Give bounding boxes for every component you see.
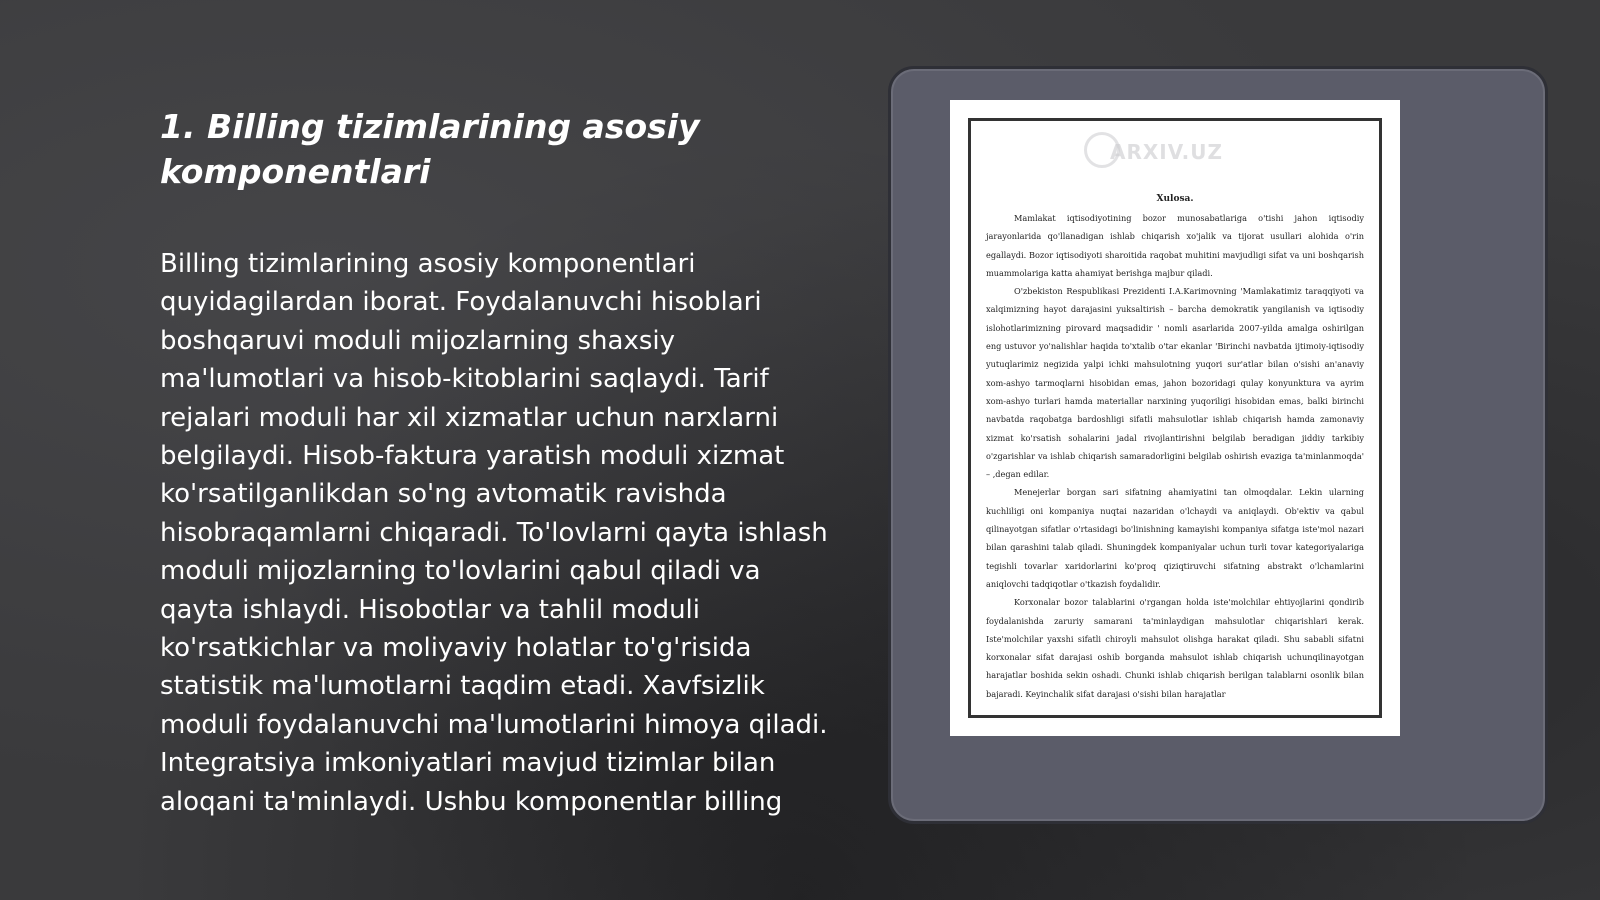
document-heading: Xulosa. — [1156, 194, 1194, 204]
document-paragraph: O'zbekiston Respublikasi Prezidenti I.A.Karimovning 'Mamlakatimiz taraqqiyoti va xalqimizning hayot darajasini yuksaltirish – barcha demokratik yangilanish va iqtisodiy islohotlarimizning pirovard maqsadidir ' nomli asarlarida 2007-yilda amalga oshirilgan eng ustuvor yo'nalishlar haqida to'xtalib o'tar ekanlar 'Birinchi navbatda ijtimoiy-iqtisodiy yutuqlarimiz negizida yalpi ichki mahsulotning yuqori sur'atlar bilan o'sishi an'anaviy xom-ashyo tarmoqlarni hisobidan emas, jahon bozoridagi qulay konyunktura va ayrim xom-ashyo turlari hamda materiallar narxining yuqoriligi hisobidan emas, balki birinchi navbatda raqobatga bardoshligi sifatli mahsulotlar ishlab chiqarish hamda zamonaviy xizmat ko'rsatish sohalarini jadal rivojlantirishni belgilab beradigan jiddiy tarkibiy o'zgarishlar va ishlab chiqarish samaradorligini belgilab oshirish evaziga ta'minlanmoqda' – ,degan edilar. — [986, 286, 1364, 480]
watermark-text: ARXIV.UZ — [1110, 140, 1223, 164]
document-paragraph: Mamlakat iqtisodiyotining bozor munosabatlariga o'tishi jahon iqtisodiy jarayonlarida qo'llanadigan ishlab chiqarish xo'jalik va tijorat usullari alohida o'rin egallaydi. Bozor iqtisodiyoti sharoitida raqobat muhitini mavjudligi sifat va uni boshqarish muammolariga katta ahamiyat berishga majbur qiladi. — [986, 213, 1364, 278]
slide-title: 1. Billing tizimlarining asosiy komponentlari — [160, 107, 700, 191]
document-page-preview[interactable] — [950, 100, 1400, 736]
slide-body-text: Billing tizimlarining asosiy komponentlari quyidagilardan iborat. Foydalanuvchi hisoblari boshqaruvi moduli mijozlarning shaxsiy ma'lumotlari va hisob-kitoblarini saqlaydi. Tarif rejalari moduli har xil xizmatlar uchun narxlarni belgilaydi. Hisob-faktura yaratish moduli xizmat ko'rsatilganlikdan so'ng avtomatik ravishda hisobraqamlarni chiqaradi. To'lovlarni qayta ishlash moduli mijozlarning to'lovlarini qabul qiladi va qayta ishlaydi. Hisobotlar va tahlil moduli ko'rsatkichlar va moliyaviy holatlar to'g'risida statistik ma'lumotlarni taqdim etadi. Xavfsizlik moduli foydalanuvchi ma'lumotlarini himoya qiladi. Integratsiya imkoniyatlari mavjud tizimlar bilan aloqani ta'minlaydi. Ushbu komponentlar billing — [160, 249, 828, 817]
document-content — [986, 190, 1364, 703]
document-paragraph: Korxonalar bozor talablarini o'rgangan holda iste'molchilar ehtiyojlarini qondirib foydalanishda zaruriy samarani ta'minlaydigan mahsulotlar chiqarishlari kerak. Iste'molchilar yaxshi sifatli chiroyli mahsulot olishga harakat qiladi. Shu sababli sifatni korxonalar sifat darajasi oshib borganda mahsulot ishlab chiqarish uchunqilinayotgan harajatlar boshida sekin oshadi. Chunki ishlab chiqarish berilgan talablarni osonlik bilan bajaradi. Keyinchalik sifat darajasi o'sishi bilan harajatlar — [986, 597, 1364, 699]
document-paragraph: Menejerlar borgan sari sifatning ahamiyatini tan olmoqdalar. Lekin ularning kuchliligi oni kompaniya nuqtai nazaridan o'lchaydi va aniqlaydi. Ob'ektiv va qabul qilinayotgan sifatlar o'rtasidagi bo'linishning kamayishi kompaniya sifatga iste'mol nazari bilan qarashini talab qiladi. Shuningdek kompaniyalar uchun turli tovar kategoriyalariga tegishli tovarlar xaridorlarini ko'proq qiziqtiruvchi sifatning abstrakt o'lchamlarini aniqlovchi tadqiqotlar o'tkazish foydalidir. — [986, 487, 1364, 589]
